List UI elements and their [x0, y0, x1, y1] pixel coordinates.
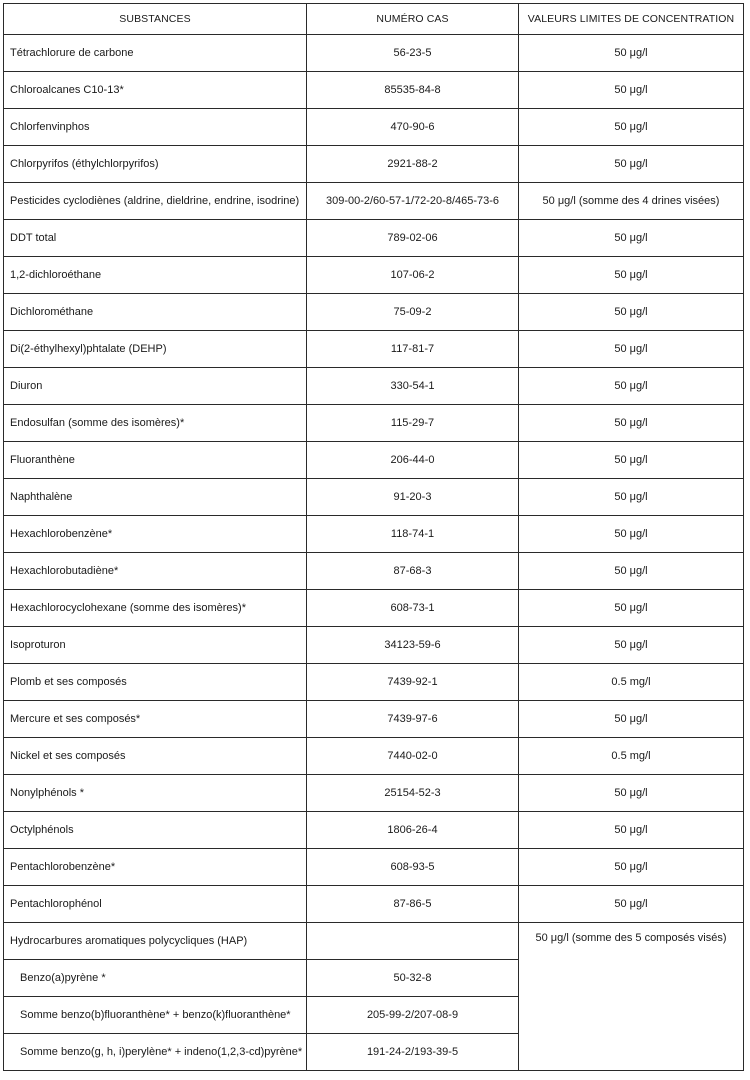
- concentration-limit: 50 μg/l: [519, 220, 744, 257]
- table-row: [4, 72, 744, 109]
- cas-number: 789-02-06: [307, 220, 519, 257]
- concentration-limit: 50 μg/l: [519, 72, 744, 109]
- table-row: [4, 146, 744, 183]
- cas-number: 107-06-2: [307, 257, 519, 294]
- cas-number: 470-90-6: [307, 109, 519, 146]
- concentration-limit: 0.5 mg/l: [519, 738, 744, 775]
- substance-name: 1,2-dichloroéthane: [4, 257, 307, 294]
- substance-name: Endosulfan (somme des isomères)*: [4, 405, 307, 442]
- table-row: [4, 331, 744, 368]
- substance-name: Fluoranthène: [4, 442, 307, 479]
- substance-name: Diuron: [4, 368, 307, 405]
- cas-number: 309-00-2/60-57-1/72-20-8/465-73-6: [307, 183, 519, 220]
- concentration-limit: 50 μg/l: [519, 553, 744, 590]
- concentration-limit: 50 μg/l: [519, 35, 744, 72]
- cas-number: 85535-84-8: [307, 72, 519, 109]
- substance-name: Octylphénols: [4, 812, 307, 849]
- cas-number: 115-29-7: [307, 405, 519, 442]
- concentration-limit: 50 μg/l: [519, 516, 744, 553]
- table-row: [4, 627, 744, 664]
- cas-number: 7439-97-6: [307, 701, 519, 738]
- substance-name: Chlorpyrifos (éthylchlorpyrifos): [4, 146, 307, 183]
- substance-name: Naphthalène: [4, 479, 307, 516]
- cas-number: 91-20-3: [307, 479, 519, 516]
- cas-number: 7439-92-1: [307, 664, 519, 701]
- cas-number: 608-73-1: [307, 590, 519, 627]
- table-header-row: [4, 4, 744, 35]
- cas-number: 1806-26-4: [307, 812, 519, 849]
- substance-name: Hydrocarbures aromatiques polycycliques (HAP): [4, 923, 307, 960]
- substance-name: Nonylphénols *: [4, 775, 307, 812]
- cas-number: 191-24-2/193-39-5: [307, 1034, 519, 1071]
- concentration-limit: 50 μg/l (somme des 5 composés visés): [519, 923, 744, 1071]
- concentration-limit: 50 μg/l: [519, 257, 744, 294]
- concentration-limit: 50 μg/l: [519, 812, 744, 849]
- substance-name: Somme benzo(b)fluoranthène* + benzo(k)fluoranthène*: [4, 997, 307, 1034]
- substance-name: Isoproturon: [4, 627, 307, 664]
- concentration-limit: 50 μg/l: [519, 701, 744, 738]
- substance-name: DDT total: [4, 220, 307, 257]
- substance-name: Chlorfenvinphos: [4, 109, 307, 146]
- substance-name: Plomb et ses composés: [4, 664, 307, 701]
- table-row: [4, 368, 744, 405]
- table-row: [4, 183, 744, 220]
- table-row: [4, 664, 744, 701]
- table-row: [4, 553, 744, 590]
- cas-number: 608-93-5: [307, 849, 519, 886]
- substance-name: Pentachlorophénol: [4, 886, 307, 923]
- table-row: [4, 257, 744, 294]
- substance-name: Somme benzo(g, h, i)perylène* + indeno(1,2,3-cd)pyrène*: [4, 1034, 307, 1071]
- cas-number: 56-23-5: [307, 35, 519, 72]
- concentration-limit: 50 μg/l: [519, 405, 744, 442]
- document-page: [3, 3, 743, 1071]
- table-row: [4, 405, 744, 442]
- concentration-limit: 50 μg/l: [519, 775, 744, 812]
- concentration-limit: 50 μg/l: [519, 479, 744, 516]
- table-body: [4, 35, 744, 1071]
- table-row: [4, 516, 744, 553]
- concentration-limit: 50 μg/l (somme des 4 drines visées): [519, 183, 744, 220]
- table-row: [4, 812, 744, 849]
- substance-name: Pentachlorobenzène*: [4, 849, 307, 886]
- table-row: [4, 442, 744, 479]
- table-row: [4, 35, 744, 72]
- cas-number: 87-86-5: [307, 886, 519, 923]
- substance-name: Tétrachlorure de carbone: [4, 35, 307, 72]
- table-row: [4, 849, 744, 886]
- table-row: [4, 479, 744, 516]
- header-cas-number: NUMÉRO CAS: [307, 4, 519, 35]
- table-row: [4, 109, 744, 146]
- substance-name: Hexachlorobutadiène*: [4, 553, 307, 590]
- substance-name: Chloroalcanes C10-13*: [4, 72, 307, 109]
- table-row: [4, 294, 744, 331]
- substance-name: Mercure et ses composés*: [4, 701, 307, 738]
- cas-number: 34123-59-6: [307, 627, 519, 664]
- table-row: [4, 701, 744, 738]
- table-row: [4, 775, 744, 812]
- substance-name: Hexachlorobenzène*: [4, 516, 307, 553]
- substance-name: Di(2-éthylhexyl)phtalate (DEHP): [4, 331, 307, 368]
- table-row: [4, 220, 744, 257]
- concentration-limit: 0.5 mg/l: [519, 664, 744, 701]
- concentration-limit: 50 μg/l: [519, 294, 744, 331]
- concentration-limit: 50 μg/l: [519, 146, 744, 183]
- header-substances: SUBSTANCES: [4, 4, 307, 35]
- substance-name: Nickel et ses composés: [4, 738, 307, 775]
- concentration-limit: 50 μg/l: [519, 109, 744, 146]
- cas-number: 206-44-0: [307, 442, 519, 479]
- cas-number: 87-68-3: [307, 553, 519, 590]
- concentration-limit: 50 μg/l: [519, 627, 744, 664]
- cas-number: 117-81-7: [307, 331, 519, 368]
- cas-number: 50-32-8: [307, 960, 519, 997]
- cas-number: 330-54-1: [307, 368, 519, 405]
- cas-number: 118-74-1: [307, 516, 519, 553]
- substance-name: Hexachlorocyclohexane (somme des isomères)*: [4, 590, 307, 627]
- substances-table: [3, 3, 744, 1071]
- header-concentration-limits: VALEURS LIMITES DE CONCENTRATION: [519, 4, 744, 35]
- table-row-hap: [4, 923, 744, 960]
- substance-name: Dichlorométhane: [4, 294, 307, 331]
- cas-number-empty: [307, 923, 519, 960]
- substance-name: Pesticides cyclodiènes (aldrine, dieldrine, endrine, isodrine): [4, 183, 307, 220]
- concentration-limit: 50 μg/l: [519, 849, 744, 886]
- concentration-limit: 50 μg/l: [519, 331, 744, 368]
- concentration-limit: 50 μg/l: [519, 442, 744, 479]
- cas-number: 2921-88-2: [307, 146, 519, 183]
- cas-number: 205-99-2/207-08-9: [307, 997, 519, 1034]
- table-row: [4, 886, 744, 923]
- cas-number: 7440-02-0: [307, 738, 519, 775]
- table-row: [4, 590, 744, 627]
- cas-number: 25154-52-3: [307, 775, 519, 812]
- concentration-limit: 50 μg/l: [519, 590, 744, 627]
- concentration-limit: 50 μg/l: [519, 368, 744, 405]
- substance-name: Benzo(a)pyrène *: [4, 960, 307, 997]
- cas-number: 75-09-2: [307, 294, 519, 331]
- concentration-limit: 50 μg/l: [519, 886, 744, 923]
- table-row: [4, 738, 744, 775]
